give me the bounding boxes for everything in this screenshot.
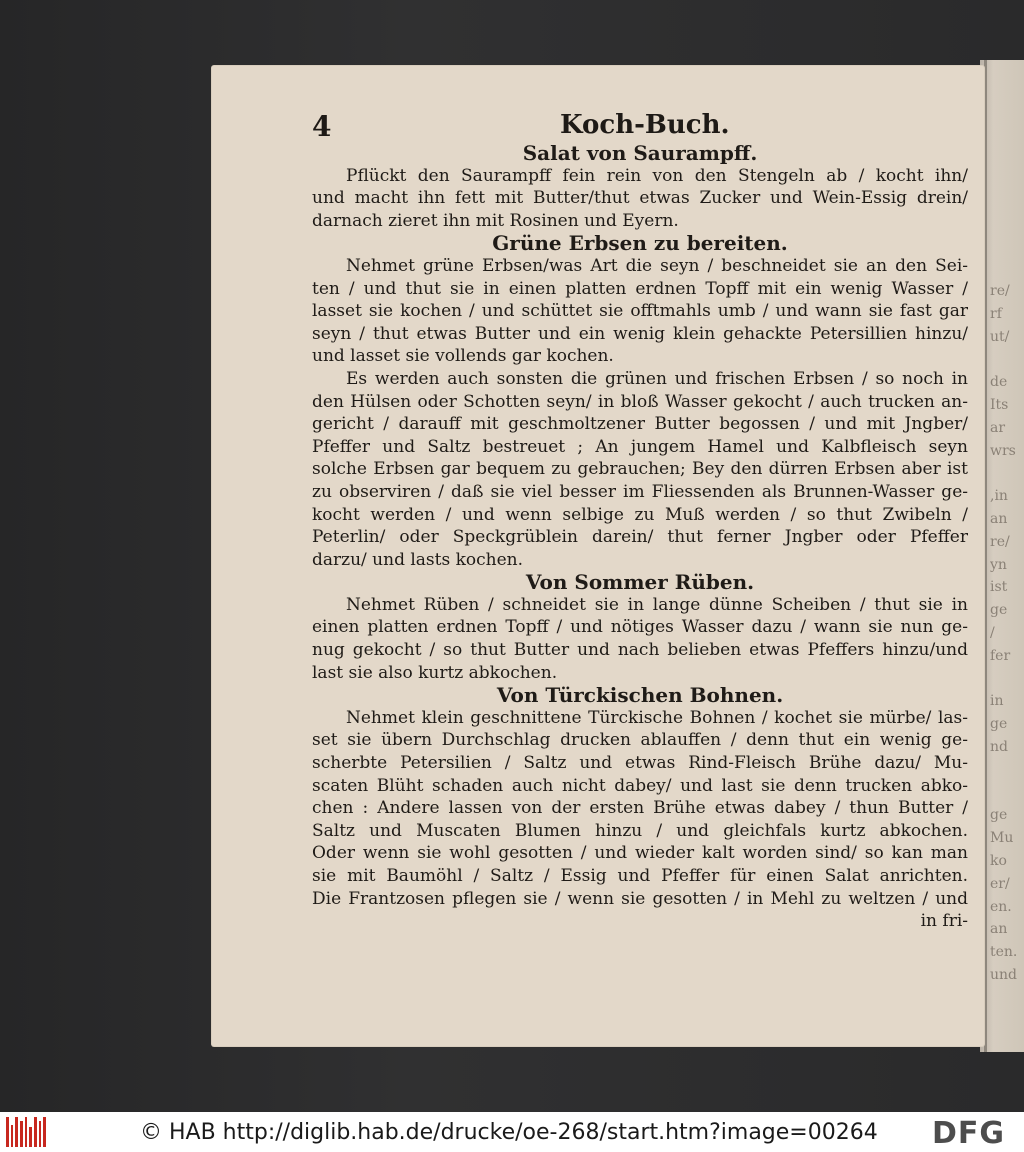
section-heading-salat: Salat von Saurampff. <box>522 141 758 165</box>
text-line: Es werden auch sonsten die grünen und frischen Erbsen / so noch in <box>346 368 968 389</box>
section-heading-bohnen: Von Türckischen Bohnen. <box>496 683 784 708</box>
text-line: Die Frantzosen pflegen sie / wenn sie gesotten / in Mehl zu weltzen / und <box>312 888 968 909</box>
text-line: darnach zieret ihn mit Rosinen und Eyern. <box>312 210 679 231</box>
text-line: den Hülsen oder Schotten seyn/ in bloß Wasser gekocht / auch trucken an- <box>312 391 968 412</box>
text-line: Nehmet Rüben / schneidet sie in lange dünne Scheiben / thut sie in <box>346 594 968 615</box>
text-line: chen : Andere lassen von der ersten Brühe etwas dabey / thun Butter / <box>312 798 968 819</box>
text-line: Pfeffer und Saltz bestreuet ; An jungem Hamel und Kalbfleisch seyn <box>312 436 968 457</box>
text-line: seyn / thut etwas Butter und ein wenig klein gehackte Petersillien hinzu/ <box>312 323 968 344</box>
text-line: scaten Blüht schaden auch nicht dabey/ und last sie denn trucken abko- <box>312 775 968 796</box>
footer-source-link[interactable]: © HAB http://diglib.hab.de/drucke/oe-268/start.htm?image=00264 <box>140 1120 878 1145</box>
text-line: sie mit Baumöhl / Saltz / Essig und Pfeffer für einen Salat anrichten. <box>312 866 968 886</box>
section-heading-rueben: Von Sommer Rüben. <box>525 570 755 595</box>
text-line: darzu/ und lasts kochen. <box>312 549 524 570</box>
running-head: Koch-Buch. <box>560 110 730 140</box>
text-line: Peterlin/ oder Speckgrüblein darein/ thut ferner Jngber oder Pfeffer <box>312 527 968 548</box>
text-line: Saltz und Muscaten Blumen hinzu / und gleichfals kurtz abkochen. <box>312 820 968 841</box>
text-line: solche Erbsen gar bequem zu gebrauchen; Bey den dürren Erbsen aber ist <box>312 459 968 480</box>
page-gutter-shadow <box>984 60 987 1052</box>
text-line: Nehmet grüne Erbsen/was Art die seyn / beschneidet sie an den Sei- <box>346 255 968 276</box>
text-line: gericht / darauff mit geschmoltzener Butter begossen / und mit Jngber/ <box>312 414 968 435</box>
page-text <box>312 142 968 933</box>
text-line: zu observiren / daß sie viel besser im Fliessenden als Brunnen-Wasser ge- <box>312 481 968 502</box>
text-line: einen platten erdnen Topff / und nötiges Wasser dazu / wann sie nun ge- <box>312 617 968 638</box>
text-line: kocht werden / und wenn selbige zu Muß werden / so thut Zwibeln / <box>312 504 968 525</box>
next-page-bleed-text: re/ rf ut/ de Its ar wrs ,in an re/ yn ist ge / fer in ge nd ge Mu ko er/ en. an ten. und <box>990 283 1018 983</box>
text-line: Oder wenn sie wohl gesotten / und wieder kalt worden sind/ so kan man <box>312 843 968 864</box>
text-line: scherbte Petersilien / Saltz und etwas Rind-Fleisch Brühe dazu/ Mu- <box>312 753 968 774</box>
section-heading-erbsen: Grüne Erbsen zu bereiten. <box>492 231 788 256</box>
text-line: Nehmet klein geschnittene Türckische Bohnen / kochet sie mürbe/ las- <box>346 707 968 728</box>
text-line: lasset sie kochen / und schüttet sie offtmahls umb / und wann sie fast gar <box>312 301 968 322</box>
text-line: ten / und thut sie in einen platten erdnen Topff mit ein wenig Wasser / <box>312 278 968 299</box>
hab-logo-icon <box>6 1117 46 1147</box>
viewer-footer <box>0 1112 1024 1152</box>
text-line: nug gekocht / so thut Butter und nach belieben etwas Pfeffers hinzu/und <box>312 640 968 661</box>
text-line: und macht ihn fett mit Butter/thut etwas Zucker und Wein-Essig drein/ <box>312 188 968 209</box>
text-line: set sie übern Durchschlag drucken ablauffen / denn thut ein wenig ge- <box>312 730 968 751</box>
text-line: und lasset sie vollends gar kochen. <box>312 346 614 367</box>
text-line: last sie also kurtz abkochen. <box>312 662 558 683</box>
text-line: Pflückt den Saurampff fein rein von den Stengeln ab / kocht ihn/ <box>346 165 968 186</box>
catchword: in fri- <box>920 911 968 932</box>
page-number: 4 <box>312 110 332 143</box>
dfg-logo-icon: DFG <box>932 1116 1006 1151</box>
